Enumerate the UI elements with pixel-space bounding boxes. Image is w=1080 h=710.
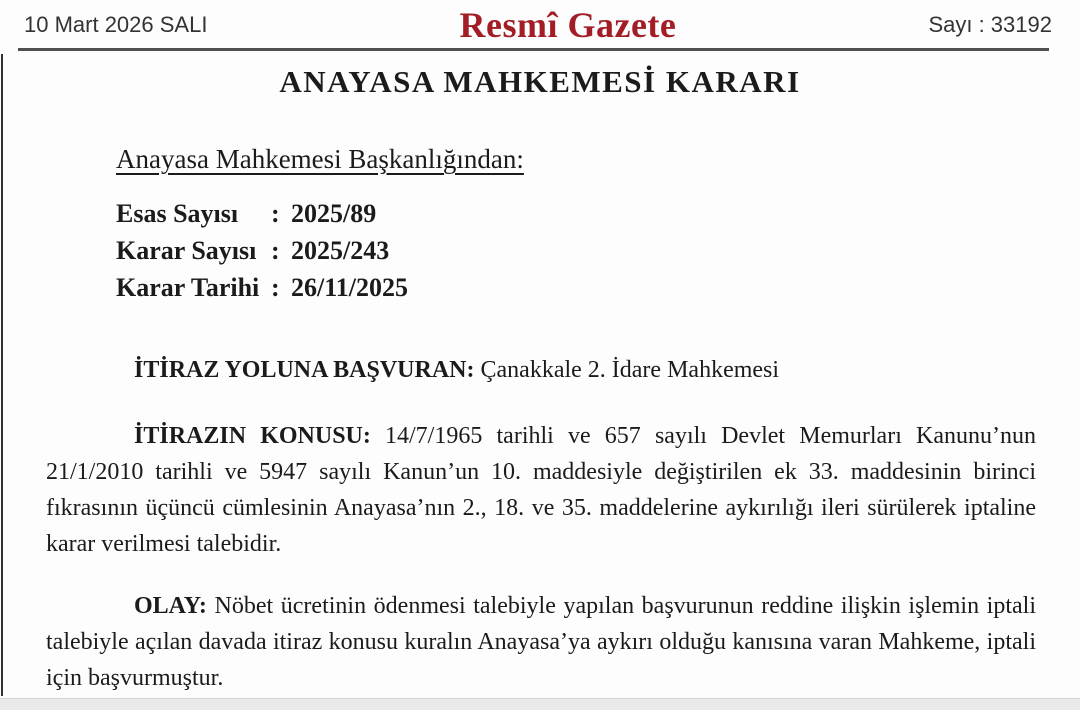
decision-title: ANAYASA MAHKEMESİ KARARI xyxy=(279,64,801,99)
case-value: 2025/243 xyxy=(291,236,390,265)
paragraph-label: İTİRAZIN KONUSU: xyxy=(134,423,371,449)
paragraph-konusu xyxy=(46,418,1036,562)
paragraph-label: İTİRAZ YOLUNA BAŞVURAN: xyxy=(134,357,475,383)
case-colon: : xyxy=(271,199,280,228)
case-colon: : xyxy=(271,236,280,265)
case-info-row-karar-sayisi xyxy=(116,232,1036,269)
issue-date: 10 Mart 2026 SALI xyxy=(24,12,208,37)
case-info-row-esas xyxy=(116,195,1036,232)
authority-heading: Anayasa Mahkemesi Başkanlığından: xyxy=(116,144,524,174)
case-value: 2025/89 xyxy=(291,199,377,228)
masthead-row xyxy=(0,0,1080,48)
case-value: 26/11/2025 xyxy=(291,273,409,302)
gazette-masthead: Resmî Gazete xyxy=(459,5,677,45)
paragraph-basvuran xyxy=(46,352,1036,388)
case-label: Karar Tarihi xyxy=(116,273,260,302)
case-colon: : xyxy=(271,273,280,302)
paragraph-olay xyxy=(46,588,1036,696)
case-label: Karar Sayısı xyxy=(116,236,257,265)
case-info-row-karar-tarihi xyxy=(116,269,1036,306)
paragraph-text: Çanakkale 2. İdare Mahkemesi xyxy=(474,357,780,383)
issue-number: Sayı : 33192 xyxy=(928,12,1052,37)
header-divider xyxy=(18,48,1049,51)
paragraph-label: OLAY: xyxy=(134,593,207,619)
bottom-edge-strip xyxy=(0,698,1080,710)
document-body xyxy=(0,100,1080,696)
paragraph-text: Nöbet ücretinin ödenmesi talebiyle yapılan başvurunun reddine ilişkin işlemin iptali talebiyle açılan davada itiraz konusu kuralın Anayasa’ya aykırı olduğu kanısına varan Mahkeme, iptali için başvurmuştur. xyxy=(46,593,1036,691)
case-info-block xyxy=(116,195,1036,306)
paragraph-text: 14/7/1965 tarihli ve 657 sayılı Devlet Memurları Kanunu’nun 21/1/2010 tarihli ve 5947 sayılı Kanun’un 10. maddesiyle değiştirilen ek 33. maddesinin birinci fıkrasının üçüncü cümlesinin Anayasa’nın 2., 18. ve 35. maddelerine aykırılığı ileri sürülerek iptaline karar verilmesi talebidir. xyxy=(46,423,1036,557)
case-label: Esas Sayısı xyxy=(116,199,239,228)
page-edge-line xyxy=(1,54,3,696)
